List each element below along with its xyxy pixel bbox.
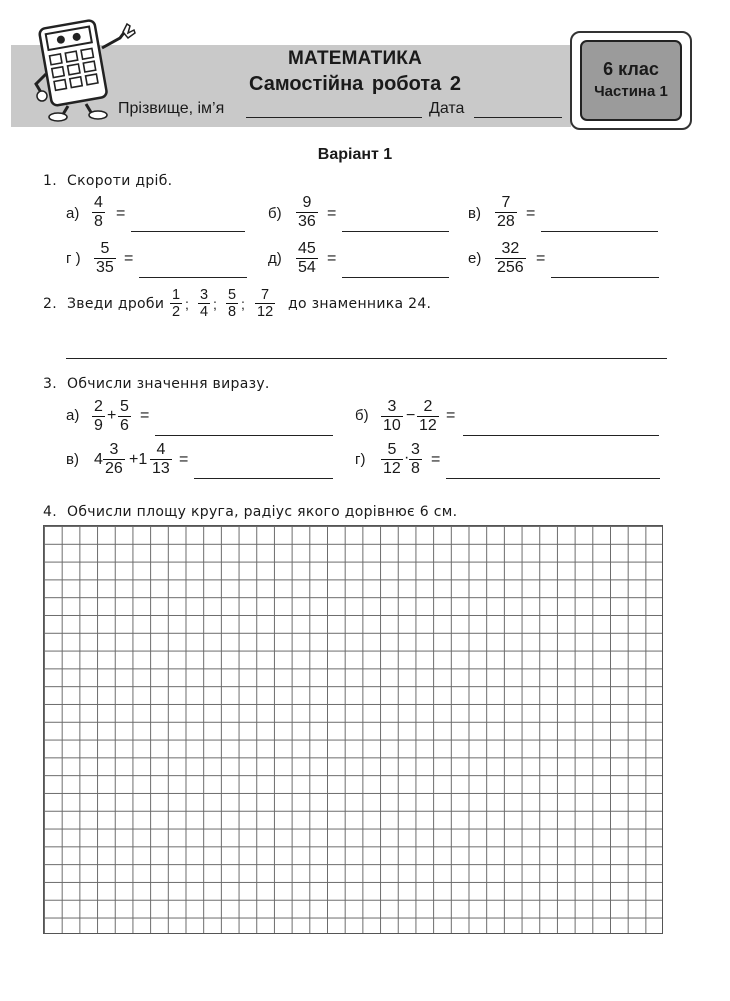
task-2-fraction-4: [255, 287, 275, 320]
task-1-c-label: в): [468, 205, 481, 222]
task-4-heading: [43, 504, 457, 520]
task-3-c-label: в): [66, 451, 79, 468]
denominator: 28: [497, 213, 515, 230]
denominator: 256: [497, 259, 524, 276]
operator: +1: [129, 451, 148, 468]
work-title: Самостійна робота 2: [249, 73, 461, 95]
task-1-text: Скороти дріб.: [67, 173, 173, 189]
task-2-text: Зведи дроби: [67, 296, 165, 312]
numerator: 3: [411, 441, 420, 458]
task-1-b-fraction: [296, 194, 318, 231]
numerator: 4: [94, 194, 103, 211]
task-2-heading: [43, 296, 164, 312]
task-4-number: 4.: [43, 504, 57, 520]
task-1-e-answer-line[interactable]: [342, 277, 449, 278]
whole-part: 4: [94, 451, 103, 468]
task-3-b-label: б): [355, 407, 369, 424]
denominator: 9: [94, 417, 103, 434]
numerator: 1: [172, 287, 181, 303]
equals-sign: =: [327, 205, 337, 222]
date-input-line[interactable]: [474, 117, 562, 118]
equals-sign: =: [536, 250, 546, 267]
answer-grid[interactable]: [43, 525, 663, 934]
numerator: 5: [120, 398, 129, 415]
numerator: 2: [94, 398, 103, 415]
task-3-a-fraction-2: [118, 398, 131, 435]
part-label: Частина 1: [594, 83, 668, 100]
task-1-d-fraction: [94, 240, 116, 277]
task-3-b-answer-line[interactable]: [463, 435, 659, 436]
denominator: 36: [298, 213, 316, 230]
numerator: 2: [423, 398, 433, 415]
date-label: Дата: [429, 100, 465, 117]
task-1-c-answer-line[interactable]: [541, 231, 658, 232]
grade-label: 6 клас: [603, 59, 659, 79]
task-1-e-fraction: [296, 240, 318, 277]
task-1-heading: [43, 173, 172, 189]
task-1-d-answer-line[interactable]: [139, 277, 247, 278]
task-1-f-answer-line[interactable]: [551, 277, 659, 278]
subject-title: МАТЕМАТИКА: [287, 48, 423, 69]
task-3-d-answer-line[interactable]: [446, 478, 660, 479]
numerator: 3: [200, 287, 209, 303]
separator: ;: [213, 296, 217, 312]
task-1-c-fraction: [495, 194, 517, 231]
grade-badge: [570, 31, 692, 130]
denominator: 13: [152, 460, 170, 477]
variant-title: Варіант 1: [317, 146, 393, 163]
numerator: 3: [387, 398, 397, 415]
equals-sign: =: [140, 407, 150, 424]
name-label: Прізвище, ім’я: [118, 100, 225, 117]
denominator: 8: [411, 460, 420, 477]
equals-sign: =: [179, 451, 189, 468]
task-2-number: 2.: [43, 296, 57, 312]
task-1-number: 1.: [43, 173, 57, 189]
task-2-answer-line[interactable]: [66, 358, 667, 359]
denominator: 8: [228, 304, 237, 320]
task-2-fraction-2: [198, 287, 210, 320]
task-3-number: 3.: [43, 376, 57, 392]
task-3-a-fraction-1: [92, 398, 105, 435]
task-3-a-answer-line[interactable]: [155, 435, 333, 436]
numerator: 32: [501, 240, 520, 257]
task-1-a-fraction: [92, 194, 105, 231]
denominator: 54: [298, 259, 316, 276]
task-1-a-label: а): [66, 205, 80, 222]
numerator: 9: [302, 194, 312, 211]
denominator: 10: [383, 417, 401, 434]
task-1-f-fraction: [495, 240, 526, 277]
denominator: 26: [105, 460, 123, 477]
task-3-c-answer-line[interactable]: [194, 478, 333, 479]
numerator: 45: [298, 240, 316, 257]
task-1-a-answer-line[interactable]: [131, 231, 245, 232]
equals-sign: =: [526, 205, 536, 222]
numerator: 5: [100, 240, 110, 257]
equals-sign: =: [116, 205, 126, 222]
denominator: 4: [200, 304, 209, 320]
task-4-text: Обчисли площу круга, радіус якого дорівнює 6 см.: [67, 504, 458, 520]
task-3-text: Обчисли значення виразу.: [67, 376, 270, 392]
task-3-a-label: а): [66, 407, 80, 424]
numerator: 5: [228, 287, 237, 303]
task-1-d-label: г ): [66, 250, 81, 267]
denominator: 2: [172, 304, 181, 320]
numerator: 5: [387, 441, 397, 458]
numerator: 7: [501, 194, 511, 211]
task-3-d-label: г): [355, 451, 366, 468]
operator: +: [107, 407, 117, 424]
operator: −: [406, 407, 416, 424]
task-2-text-after: до знаменника 24.: [288, 296, 432, 312]
name-input-line[interactable]: [246, 117, 422, 118]
task-3-b-fraction-2: [417, 398, 439, 435]
task-1-b-label: б): [268, 205, 282, 222]
denominator: 8: [94, 213, 103, 230]
numerator: 7: [261, 287, 270, 303]
operator: ·: [404, 449, 410, 466]
task-2-fraction-3: [226, 287, 238, 320]
equals-sign: =: [431, 451, 441, 468]
task-3-d-fraction-1: [381, 441, 403, 478]
equals-sign: =: [124, 250, 134, 267]
task-1-f-label: е): [468, 250, 482, 267]
separator: ;: [241, 296, 245, 312]
denominator: 6: [120, 417, 129, 434]
task-1-e-label: д): [268, 250, 282, 267]
separator: ;: [185, 296, 189, 312]
numerator: 3: [109, 441, 119, 458]
denominator: 12: [257, 304, 274, 320]
task-3-c-fraction-1: [103, 441, 125, 478]
task-3-c-fraction-2: [150, 441, 172, 478]
equals-sign: =: [446, 407, 456, 424]
numerator: 4: [156, 441, 166, 458]
denominator: 12: [383, 460, 401, 477]
task-2-fraction-1: [170, 287, 182, 320]
task-3-heading: [43, 376, 270, 392]
denominator: 35: [96, 259, 114, 276]
task-3-b-fraction-1: [381, 398, 403, 435]
denominator: 12: [419, 417, 437, 434]
task-3-d-fraction-2: [409, 441, 422, 478]
equals-sign: =: [327, 250, 337, 267]
task-1-b-answer-line[interactable]: [342, 231, 449, 232]
